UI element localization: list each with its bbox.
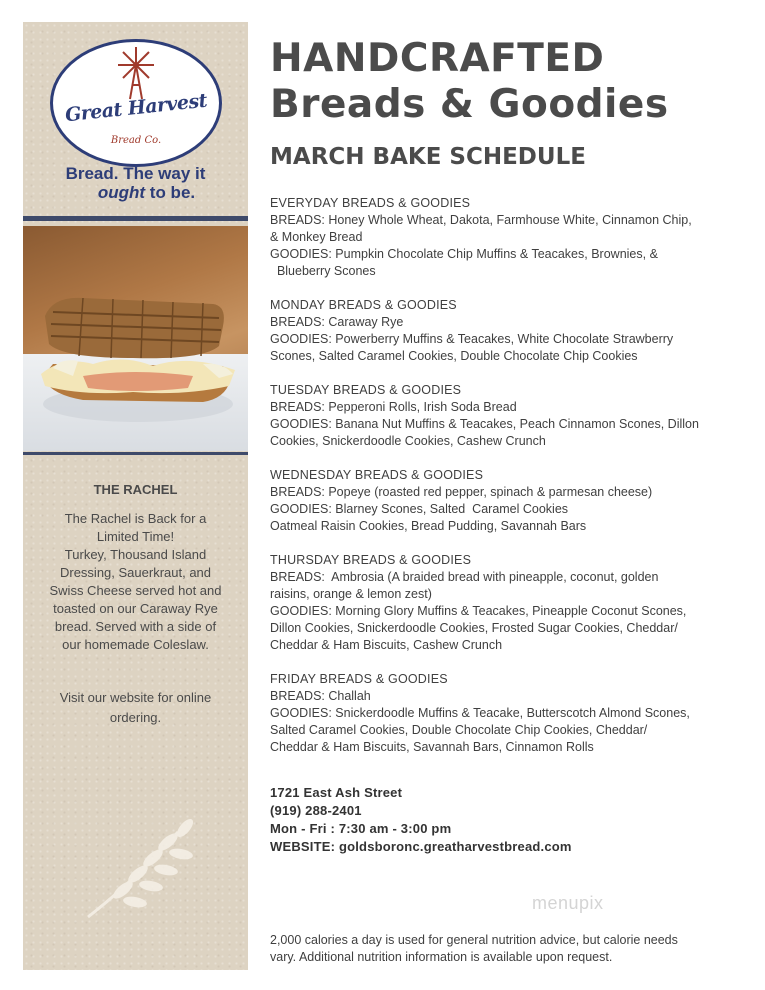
windmill-icon (112, 45, 160, 101)
nutrition-line: 2,000 calories a day is used for general nutrition advice, but calorie needs (270, 933, 678, 947)
day-line: BREADS: Challah (270, 689, 371, 703)
tagline (23, 164, 248, 202)
rachel-line: our homemade Coleslaw. (62, 637, 209, 652)
schedule-day-friday (270, 671, 748, 756)
main-content (270, 0, 750, 990)
divider (23, 452, 248, 455)
logo-sub-text: Bread Co. (110, 135, 162, 146)
visit-line: ordering. (109, 710, 162, 725)
rachel-title: THE RACHEL (93, 482, 178, 497)
schedule-day-thursday (270, 552, 748, 654)
day-line: raisins, orange & lemon zest) (270, 587, 432, 601)
day-line: GOODIES: Morning Glory Muffins & Teacakes, Pineapple Coconut Scones, (270, 604, 687, 618)
day-line: GOODIES: Banana Nut Muffins & Teacakes, Peach Cinnamon Scones, Dillon (270, 417, 699, 431)
tagline-rest: to be. (145, 183, 196, 202)
rachel-line: Swiss Cheese served hot and (49, 583, 222, 598)
business-hours: Mon - Fri : 7:30 am - 3:00 pm (270, 821, 452, 836)
schedule-day-everyday (270, 195, 748, 280)
day-line: BREADS: Ambrosia (A braided bread with pineapple, coconut, golden (270, 570, 659, 584)
day-title: MONDAY BREADS & GOODIES (270, 298, 457, 312)
visit-line: Visit our website for online (59, 690, 212, 705)
day-line: Cheddar & Ham Biscuits, Cashew Crunch (270, 638, 503, 652)
day-line: BREADS: Honey Whole Wheat, Dakota, Farmhouse White, Cinnamon Chip, (270, 213, 692, 227)
nutrition-line: vary. Additional nutrition information is available upon request. (270, 950, 613, 964)
day-line: GOODIES: Powerberry Muffins & Teacakes, White Chocolate Strawberry (270, 332, 674, 346)
tagline-line1: Bread. The way it (65, 164, 206, 183)
great-harvest-logo (50, 39, 222, 167)
page-subtitle: MARCH BAKE SCHEDULE (270, 144, 586, 170)
watermark: menupix (532, 893, 604, 913)
day-title: WEDNESDAY BREADS & GOODIES (270, 468, 484, 482)
day-title: EVERYDAY BREADS & GOODIES (270, 196, 471, 210)
divider (23, 216, 248, 221)
day-line: Cheddar & Ham Biscuits, Savannah Bars, Cinnamon Rolls (270, 740, 594, 754)
rachel-line: bread. Served with a side of (54, 619, 217, 634)
day-line: Dillon Cookies, Snickerdoodle Cookies, Frosted Sugar Cookies, Cheddar/ (270, 621, 678, 635)
day-line: GOODIES: Pumpkin Chocolate Chip Muffins & Teacakes, Brownies, & (270, 247, 658, 261)
title-line1: HANDCRAFTED (270, 36, 605, 81)
visit-website-note (37, 688, 234, 728)
day-line: Salted Caramel Cookies, Double Chocolate Chip Cookies, Cheddar/ (270, 723, 648, 737)
rachel-line: Limited Time! (96, 529, 175, 544)
day-line: BREADS: Caraway Rye (270, 315, 404, 329)
schedule-day-monday (270, 297, 748, 365)
sandwich-photo (23, 226, 248, 451)
rachel-line: The Rachel is Back for a (64, 511, 207, 526)
day-title: TUESDAY BREADS & GOODIES (270, 383, 462, 397)
nutrition-disclaimer (270, 932, 748, 966)
page-title (270, 36, 750, 128)
sidebar (23, 22, 248, 970)
rachel-line: Dressing, Sauerkraut, and (59, 565, 212, 580)
schedule-day-tuesday (270, 382, 748, 450)
day-line: BREADS: Popeye (roasted red pepper, spinach & parmesan cheese) (270, 485, 653, 499)
day-line: Blueberry Scones (270, 264, 376, 278)
wheat-icon (83, 812, 203, 922)
rachel-description (37, 510, 234, 654)
title-line2: Breads & Goodies (270, 82, 669, 127)
tagline-emphasis: ought (97, 183, 146, 202)
logo-brand-text: Great Harvest (64, 89, 208, 127)
day-line: GOODIES: Blarney Scones, Salted Caramel Cookies (270, 502, 569, 516)
phone-number[interactable]: (919) 288-2401 (270, 803, 362, 818)
day-line: BREADS: Pepperoni Rolls, Irish Soda Bread (270, 400, 517, 414)
contact-info (270, 784, 750, 856)
tagline-line2 (23, 183, 248, 202)
bake-schedule (270, 195, 748, 773)
website-link[interactable]: WEBSITE: goldsboronc.greatharvestbread.com (270, 839, 572, 854)
day-title: THURSDAY BREADS & GOODIES (270, 553, 472, 567)
day-line: & Monkey Bread (270, 230, 363, 244)
day-title: FRIDAY BREADS & GOODIES (270, 672, 448, 686)
rachel-line: toasted on our Caraway Rye (53, 601, 218, 616)
day-line: Scones, Salted Caramel Cookies, Double Chocolate Chip Cookies (270, 349, 638, 363)
address: 1721 East Ash Street (270, 785, 403, 800)
day-line: GOODIES: Snickerdoodle Muffins & Teacake, Butterscotch Almond Scones, (270, 706, 690, 720)
rachel-line: Turkey, Thousand Island (64, 547, 207, 562)
sandwich-image (23, 226, 248, 451)
day-line: Cookies, Snickerdoodle Cookies, Cashew Crunch (270, 434, 546, 448)
day-line: Oatmeal Raisin Cookies, Bread Pudding, Savannah Bars (270, 519, 587, 533)
schedule-day-wednesday (270, 467, 748, 535)
